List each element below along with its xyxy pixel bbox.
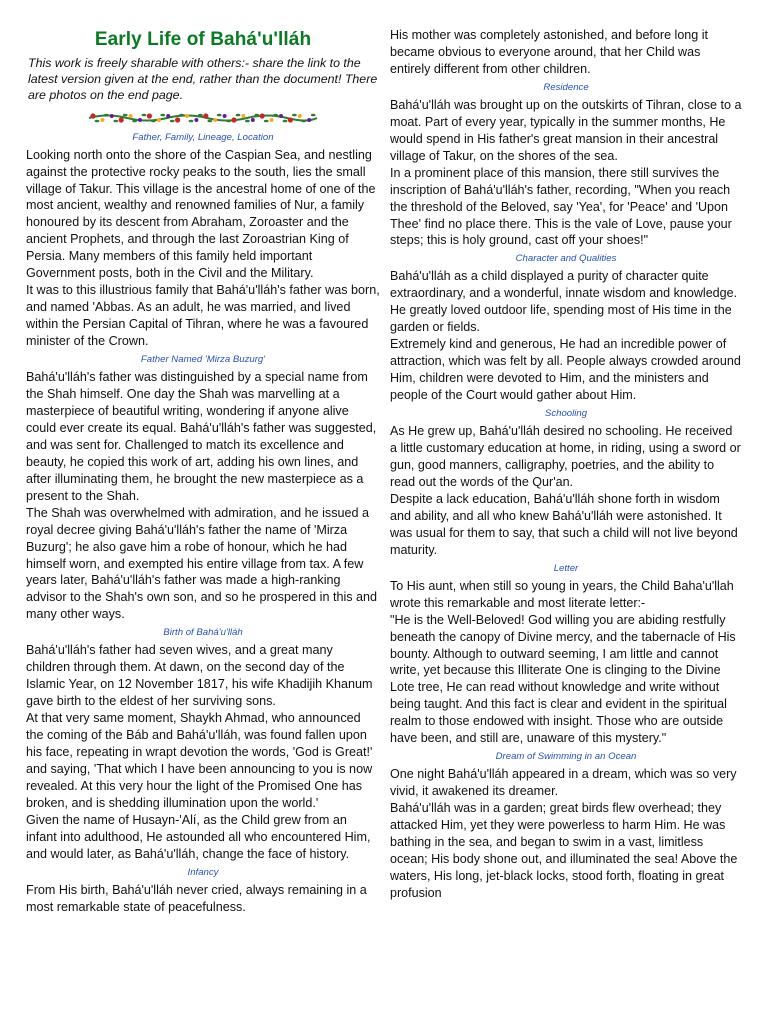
right-sections: [390, 27, 742, 902]
body-paragraph: His mother was completely astonished, and before long it became obvious to everyone around, that her Child was entirely different from other children.: [390, 28, 709, 76]
section-heading: Letter: [553, 562, 579, 574]
section: [26, 626, 380, 862]
body-paragraph: As He grew up, Bahá'u'lláh desired no schooling. He received a little customary education at home, in riding, using a sword or gun, good manners, calligraphy, poetries, and the ability to read out the words of the Qur'an.: [390, 424, 741, 489]
right-column: [390, 27, 742, 902]
body-paragraph: The Shah was overwhelmed with admiration, and he issued a royal decree giving Bahá'u'lláh's father the name of 'Mirza Buzurg'; he also gave him a robe of honour, which he had himself worn, and exempted his entire village from tax. A few years later, Bahá'u'lláh's father was made a high-ranking advisor to the Shah's own son, and so he prospered in this and many other ways.: [26, 505, 378, 622]
body-paragraph: Looking north onto the shore of the Caspian Sea, and nestling against the protective rocky peaks to the south, lies the small village of Takur. This village is the ancestral home of one of the most ancient, wealthy and renowned families of Nur, a family honoured by its descent from Abraham, Zoroaster and the ancient Prophets, and through the last Zoroastrian King of Persia. Many members of this family held important Government posts, both in the Civil and the Military.: [26, 147, 376, 281]
body-paragraph: Bahá'u'lláh as a child displayed a purity of character quite extraordinary, and a wonderful, innate wisdom and knowledge.: [390, 269, 738, 301]
body-paragraph: Bahá'u'lláh's father had seven wives, and a great many children through them. At dawn, on the second day of the Islamic Year, on 12 November 1817, his wife Khadijih Khanum gave birth to the eldest of her surviving sons.: [26, 643, 373, 709]
body-paragraph: Bahá'u'lláh was in a garden; great birds flew overhead; they attacked Him, yet they were powerless to harm Him. He was bathing in the sea, and began to swim in a vast, limitless ocean; His body shone out, and illuminated the sea! Above the waters, His long, jet-black locks, stood forth, floating in great profusion: [390, 801, 738, 900]
body-paragraph: He greatly loved outdoor life, spending most of His time in the garden or fields.: [390, 303, 732, 335]
section-heading: Character and Qualities: [515, 253, 617, 265]
section: [26, 866, 380, 916]
body-paragraph: In a prominent place of this mansion, there still survives the inscription of Bahá'u'lláh's father, recording, "When you reach the threshold of the Beloved, say 'Yea', for 'Peace' and 'Upon Thee' find no place there. This is the vale of Love, pause your steps; this is holy ground, cast off your shoes!": [390, 165, 732, 248]
section-heading: Residence: [543, 81, 589, 93]
section-heading: Schooling: [544, 408, 588, 420]
body-paragraph: Bahá'u'lláh was brought up on the outskirts of Tihran, close to a moat. Part of every year, typically in the summer months, He would spend in His father's great mansion in their ancestral village of Takur, on the shores of the sea.: [390, 97, 742, 163]
left-sections: [26, 131, 380, 916]
body-paragraph: From His birth, Bahá'u'lláh never cried, always remaining in a most remarkable state of peacefulness.: [26, 882, 367, 914]
body-paragraph: Extremely kind and generous, He had an incredible power of attraction, which was felt by all. People always crowded around Him, children were devoted to Him, and the ministers and people of the Court would gather about Him.: [390, 337, 741, 403]
section: [26, 131, 380, 350]
body-paragraph: To His aunt, when still so young in years, the Child Baha'u'llah wrote this remarkable and most literate letter:-: [390, 578, 734, 610]
section-heading: Father, Family, Lineage, Location: [132, 131, 274, 143]
flower-garland-divider-icon: [87, 111, 319, 125]
section: [390, 81, 742, 250]
body-paragraph: One night Bahá'u'lláh appeared in a dream, which was so very vivid, it awakened its dreamer.: [390, 767, 737, 799]
section-heading: Father Named 'Mirza Buzurg': [140, 354, 266, 366]
intro-note: This work is freely sharable with others:- share the link to the latest version given at the end, rather than the document! There are photos on the end page.: [28, 56, 378, 103]
body-paragraph: "He is the Well-Beloved! God willing you are abiding restfully beneath the canopy of Divine mercy, and the tabernacle of His bounty. Although to outward seeming, I am little and cannot write, yet because this Illiterate One is clinging to the Divine Lote tree, He can read without knowledge and write without being taught. And this fact is clear and evident in the spiritual realm to those endowed with insight. Those who are outside have been, and still are, unaware of this mystery.": [390, 612, 736, 746]
body-paragraph: Despite a lack education, Bahá'u'lláh shone forth in wisdom and ability, and all who knew Bahá'u'lláh were astonished. It was usual for them to say, that such a child will not live beyond maturity.: [390, 491, 738, 557]
section: [390, 252, 742, 404]
body-paragraph: Bahá'u'lláh's father was distinguished by a special name from the Shah himself. One day the Shah was marvelling at a masterpiece of beautiful writing, wondering if anyone alive could ever create its equal. Bahá'u'lláh's father was suggested, and was sent for. Challenged to match its excellence and beauty, he copied this work of art, adding his own lines, and after illuminating them, he brought the new masterpiece as a present to the Shah.: [26, 370, 377, 503]
section: [390, 27, 742, 78]
section: [390, 562, 742, 748]
body-paragraph: At that very same moment, Shaykh Ahmad, who announced the coming of the Báb and Bahá'u'lláh, was found fallen upon his face, repeating in wrapt devotion the words, 'God is Great!' and saying, 'That which I have been announcing to you is now revealed. At this very hour the light of the Promised One has broken, and is shedding illumination upon the world.': [26, 711, 373, 810]
section: [390, 407, 742, 559]
section: [26, 353, 380, 623]
body-paragraph: It was to this illustrious family that Bahá'u'lláh's father was born, and named 'Abbas. As an adult, he was married, and lived within the Persian Capital of Tihran, where he was a favoured minister of the Crown.: [26, 283, 380, 349]
section-heading: Birth of Bahá'u'lláh: [163, 627, 243, 639]
section-heading: Dream of Swimming in an Ocean: [495, 751, 637, 763]
left-column: [26, 0, 380, 916]
body-paragraph: Given the name of Husayn-'Alí, as the Child grew from an infant into adulthood, He astounded all who encountered Him, and would later, as Bahá'u'lláh, change the face of history.: [26, 812, 371, 861]
section-heading: Infancy: [187, 866, 219, 878]
section: [390, 750, 742, 902]
page-title: Early Life of Bahá'u'lláh: [94, 29, 312, 50]
